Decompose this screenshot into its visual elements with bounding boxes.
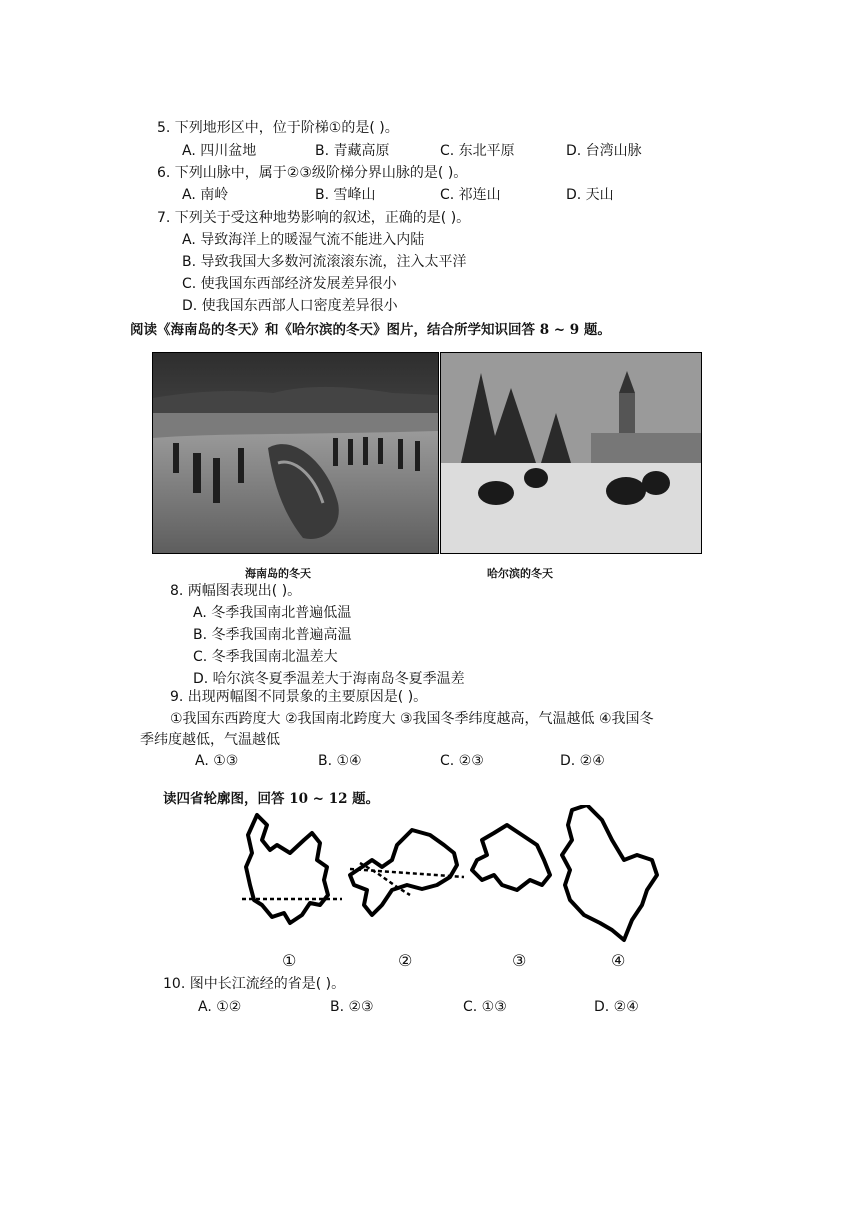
q6-option-d: D. 天山	[566, 187, 614, 203]
q9-option-b: B. ①④	[318, 753, 362, 769]
q6-stem: 6. 下列山脉中，属于②③级阶梯分界山脉的是( )。	[157, 165, 468, 181]
dashed-line-2	[350, 869, 464, 877]
province-outline-4	[562, 805, 657, 940]
q9-statements-line2: 季纬度越低，气温越低	[140, 732, 280, 748]
harbin-winter-photo	[440, 352, 702, 554]
map-label-2: ②	[398, 951, 413, 970]
q7-stem: 7. 下列关于受这种地势影响的叙述，正确的是( )。	[157, 210, 471, 226]
province-outline-1	[246, 815, 328, 923]
q8-option-b: B. 冬季我国南北普遍高温	[193, 627, 352, 643]
q9-option-c: C. ②③	[440, 753, 484, 769]
map-label-1: ①	[282, 951, 297, 970]
q9-option-d: D. ②④	[560, 753, 605, 769]
q7-option-b: B. 导致我国大多数河流滚滚东流，注入太平洋	[182, 254, 467, 270]
q9-statements-line1: ①我国东西跨度大 ②我国南北跨度大 ③我国冬季纬度越高，气温越低 ④我国冬	[170, 711, 654, 727]
q6-option-a: A. 南岭	[182, 187, 229, 203]
province-outline-3	[472, 825, 550, 890]
q10-option-d: D. ②④	[594, 999, 639, 1015]
q10-option-b: B. ②③	[330, 999, 374, 1015]
q8-option-d: D. 哈尔滨冬夏季温差大于海南岛冬夏季温差	[193, 671, 465, 687]
q7-option-c: C. 使我国东西部经济发展差异很小	[182, 276, 397, 292]
intro-10-12: 读四省轮廓图，回答 10 ~ 12 题。	[163, 791, 380, 807]
q5-option-b: B. 青藏高原	[315, 143, 390, 159]
q5-option-c: C. 东北平原	[440, 143, 515, 159]
q5-option-d: D. 台湾山脉	[566, 143, 642, 159]
q10-stem: 10. 图中长江流经的省是( )。	[163, 976, 346, 992]
map-label-4: ④	[611, 951, 626, 970]
q9-stem: 9. 出现两幅图不同景象的主要原因是( )。	[170, 689, 428, 705]
q10-option-a: A. ①②	[198, 999, 242, 1015]
q10-option-c: C. ①③	[463, 999, 507, 1015]
q5-stem: 5. 下列地形区中，位于阶梯①的是( )。	[157, 120, 399, 136]
q6-option-b: B. 雪峰山	[315, 187, 376, 203]
q7-option-d: D. 使我国东西部人口密度差异很小	[182, 298, 398, 314]
province-outline-2	[350, 830, 457, 915]
q9-option-a: A. ①③	[195, 753, 239, 769]
hainan-caption: 海南岛的冬天	[245, 567, 311, 580]
map-label-3: ③	[512, 951, 527, 970]
province-outlines-figure	[232, 805, 692, 955]
hainan-winter-photo	[152, 352, 439, 554]
q8-option-c: C. 冬季我国南北温差大	[193, 649, 338, 665]
q6-option-c: C. 祁连山	[440, 187, 501, 203]
harbin-caption: 哈尔滨的冬天	[487, 567, 553, 580]
intro-8-9: 阅读《海南岛的冬天》和《哈尔滨的冬天》图片，结合所学知识回答 8 ~ 9 题。	[130, 322, 611, 338]
q8-option-a: A. 冬季我国南北普遍低温	[193, 605, 352, 621]
q8-stem: 8. 两幅图表现出( )。	[170, 583, 302, 599]
q7-option-a: A. 导致海洋上的暖湿气流不能进入内陆	[182, 232, 425, 248]
q5-option-a: A. 四川盆地	[182, 143, 257, 159]
